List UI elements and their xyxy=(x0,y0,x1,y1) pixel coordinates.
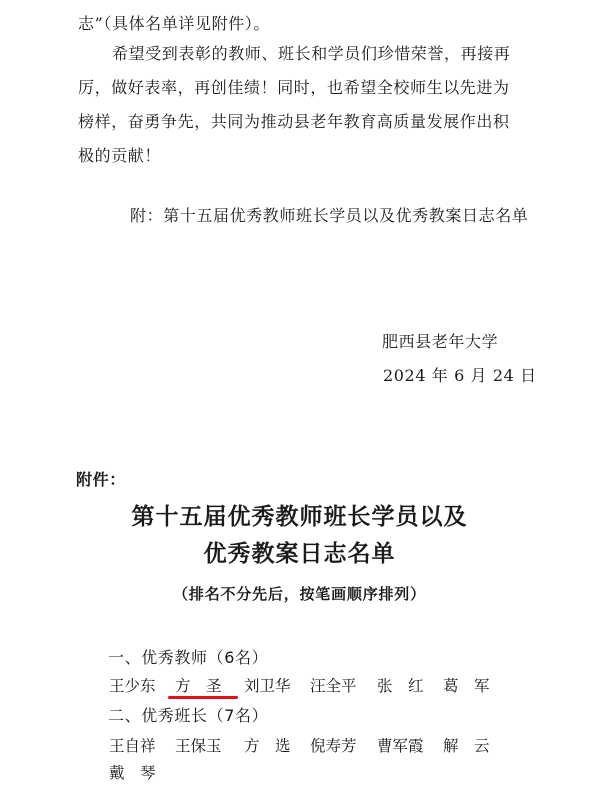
teacher-name: 刘卫华 xyxy=(244,677,291,695)
monitor-name: 王自祥 xyxy=(109,737,156,755)
signature-org: 肥西县老年大学 xyxy=(382,332,499,351)
teacher-name: 葛 军 xyxy=(443,677,490,695)
monitor-name: 王保玉 xyxy=(175,737,222,755)
body-line-3: 厉，做好表率，再创佳绩！同时，也希望全校师生以先进为 xyxy=(78,78,510,97)
attachment-label: 附件： xyxy=(76,470,126,489)
body-line-2: 希望受到表彰的教师、班长和学员们珍惜荣誉，再接再 xyxy=(112,44,511,63)
body-line-5: 极的贡献！ xyxy=(78,146,162,165)
body-line-4: 榜样，奋勇争先，共同为推动县老年教育高质量发展作出积 xyxy=(78,112,510,131)
monitor-name: 倪寿芳 xyxy=(310,737,357,755)
monitor-name: 戴 琴 xyxy=(109,764,156,782)
monitor-name: 解 云 xyxy=(443,737,490,755)
signature-date: 2024 年 6 月 24 日 xyxy=(383,366,537,385)
attachment-reference: 附：第十五届优秀教师班长学员以及优秀教案日志名单 xyxy=(130,206,529,225)
section-heading-monitors: 二、优秀班长（7名） xyxy=(108,706,269,725)
section-heading-teachers: 一、优秀教师（6名） xyxy=(108,648,269,667)
monitor-name: 方 选 xyxy=(244,737,291,755)
body-line-1: 志”（具体名单详见附件）。 xyxy=(78,14,270,33)
teacher-name: 汪全平 xyxy=(310,677,357,695)
attachment-title-line-1: 第十五届优秀教师班长学员以及 xyxy=(131,504,468,530)
teacher-name-highlighted: 方 圣 xyxy=(175,677,222,695)
attachment-title-line-2: 优秀教案日志名单 xyxy=(203,541,396,567)
ordering-note: （排名不分先后，按笔画顺序排列） xyxy=(173,585,426,603)
red-underline-mark xyxy=(168,696,238,699)
teacher-name: 张 红 xyxy=(377,677,424,695)
monitor-name: 曹军霞 xyxy=(377,737,424,755)
teacher-name: 王少东 xyxy=(109,677,156,695)
